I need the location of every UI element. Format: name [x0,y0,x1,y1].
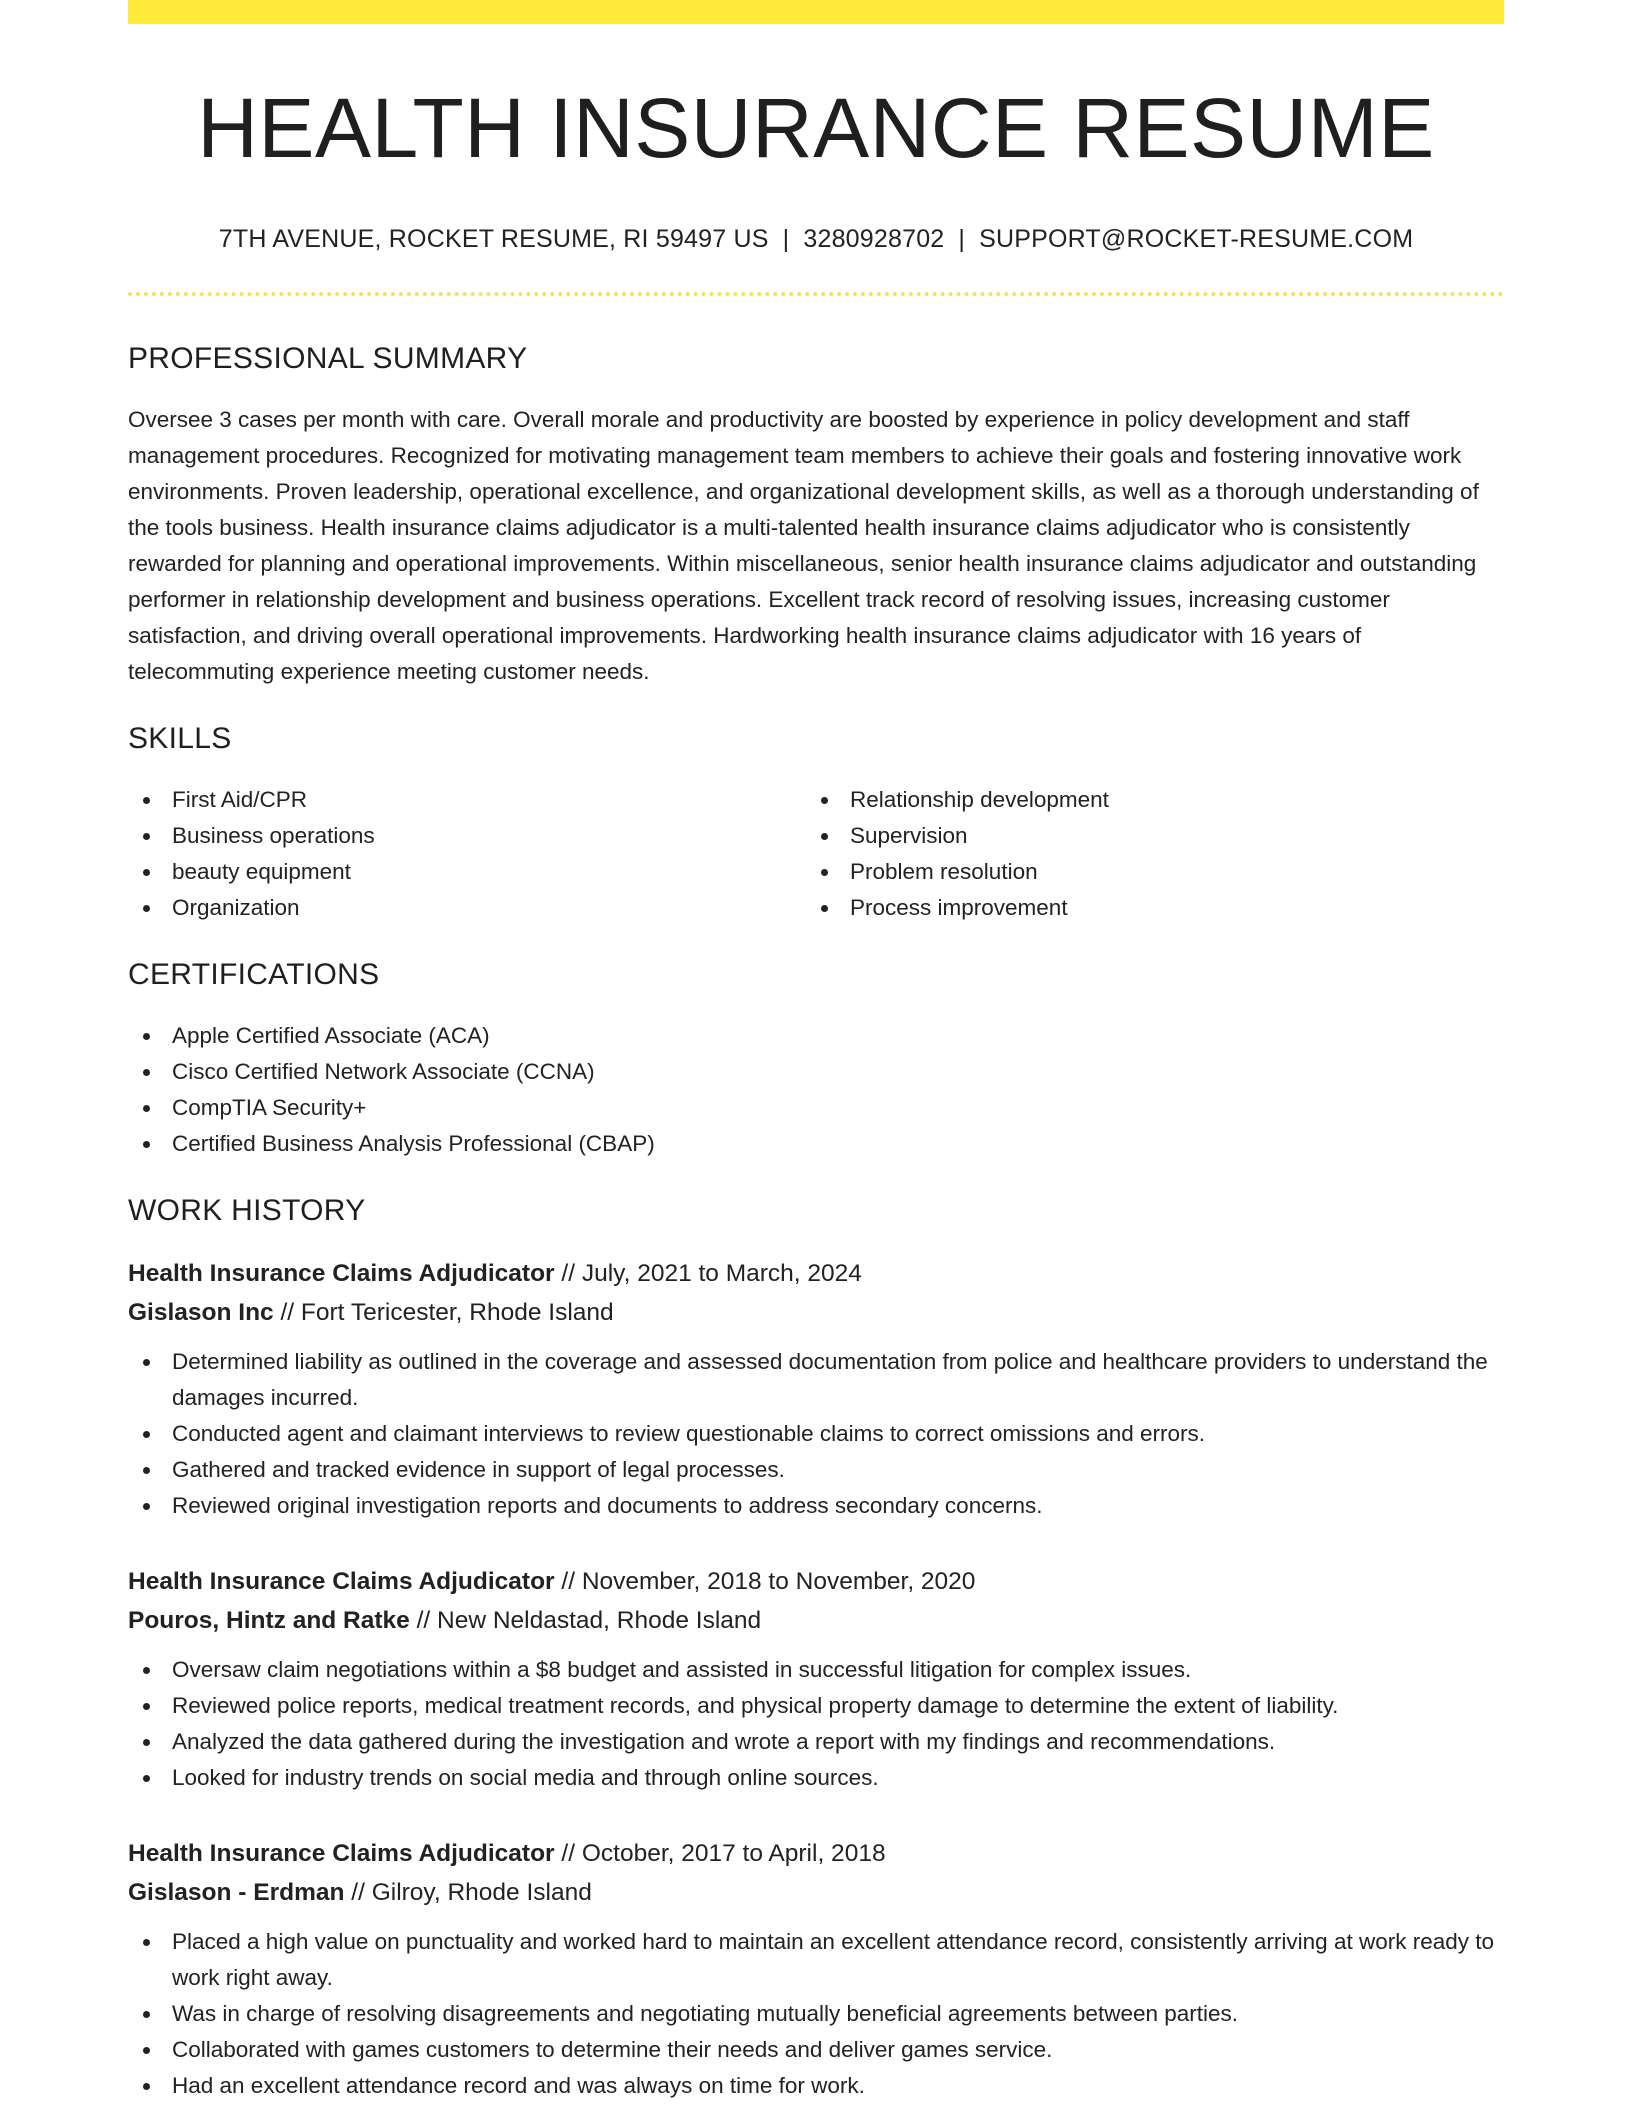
job-company: Gislason - Erdman [128,1879,345,1907]
job-title: Health Insurance Claims Adjudicator [128,1840,555,1868]
skill-item: Problem resolution [806,854,1484,890]
job-location: // New Neldastad, Rhode Island [416,1607,762,1635]
job-title-line [128,1562,1504,1601]
certification-item: Apple Certified Associate (ACA) [128,1018,1504,1054]
summary-text: Oversee 3 cases per month with care. Overall morale and productivity are boosted by experience in policy development and staff management procedures. Recognized for motivating management team members to achieve their goals and fostering innovative work environments. Proven leadership, operational excellence, and organizational development skills, as well as a thorough understanding of the tools business. Health insurance claims adjudicator is a multi-talented health insurance claims adjudicator who is consistently rewarded for planning and operational improvements. Within miscellaneous, senior health insurance claims adjudicator and outstanding performer in relationship development and business operations. Excellent track record of resolving issues, increasing customer satisfaction, and driving overall operational improvements. Hardworking health insurance claims adjudicator with 16 years of telecommuting experience meeting customer needs. [128,407,1479,685]
job-dates: // October, 2017 to April, 2018 [561,1840,886,1868]
job-title-line [128,1834,1504,1873]
job-title-line [128,1254,1504,1293]
accent-bar [128,0,1504,24]
job-title: Health Insurance Claims Adjudicator [128,1260,555,1288]
job-bullet: Reviewed police reports, medical treatment records, and physical property damage to determine the extent of liability. [128,1688,1504,1724]
skill-item: Organization [128,890,806,926]
job-bullet-list [128,1924,1504,2104]
job-bullet: Determined liability as outlined in the coverage and assessed documentation from police and healthcare providers to understand the damages incurred. [128,1344,1504,1416]
job-bullet: Reviewed original investigation reports and documents to address secondary concerns. [128,1488,1504,1524]
contact-line [128,224,1504,254]
job-dates: // November, 2018 to November, 2020 [561,1568,976,1596]
certification-item: Certified Business Analysis Professional (CBAP) [128,1126,1504,1162]
certification-item: Cisco Certified Network Associate (CCNA) [128,1054,1504,1090]
skill-item: Business operations [128,818,806,854]
skills-grid [128,782,1504,926]
skill-item: beauty equipment [128,854,806,890]
job-company-line [128,1293,1504,1332]
certifications-heading: CERTIFICATIONS [128,958,380,992]
job-title: Health Insurance Claims Adjudicator [128,1568,555,1596]
job-bullet: Analyzed the data gathered during the investigation and wrote a report with my findings and recommendations. [128,1724,1504,1760]
resume-title: HEALTH INSURANCE RESUME [197,81,1435,175]
skill-item: Relationship development [806,782,1484,818]
job-bullet: Was in charge of resolving disagreements and negotiating mutually beneficial agreements between parties. [128,1996,1504,2032]
skills-list-left [128,782,806,926]
job-bullet: Gathered and tracked evidence in support of legal processes. [128,1452,1504,1488]
job-location: // Fort Tericester, Rhode Island [280,1299,614,1327]
job-bullet: Collaborated with games customers to determine their needs and deliver games service. [128,2032,1504,2068]
contact-separator: | [782,225,790,254]
skills-list-right [806,782,1484,926]
job-location: // Gilroy, Rhode Island [351,1879,592,1907]
job-entry [128,1834,1504,2104]
skills-heading: SKILLS [128,722,232,756]
job-bullet: Looked for industry trends on social media and through online sources. [128,1760,1504,1796]
work-history-heading: WORK HISTORY [128,1194,366,1228]
job-bullet: Had an excellent attendance record and was always on time for work. [128,2068,1504,2104]
job-bullet: Oversaw claim negotiations within a $8 budget and assisted in successful litigation for complex issues. [128,1652,1504,1688]
contact-separator: | [958,225,966,254]
job-bullet-list [128,1652,1504,1796]
resume-page [128,0,1504,2104]
contact-email: SUPPORT@ROCKET-RESUME.COM [979,225,1414,254]
certification-item: CompTIA Security+ [128,1090,1504,1126]
contact-address: 7TH AVENUE, ROCKET RESUME, RI 59497 US [218,225,769,254]
job-bullet: Placed a high value on punctuality and worked hard to maintain an excellent attendance record, consistently arriving at work ready to work right away. [128,1924,1504,1996]
job-company-line [128,1873,1504,1912]
contact-phone: 3280928702 [803,225,945,254]
certifications-list [128,1018,1504,1162]
job-entry [128,1254,1504,1524]
job-bullet-list [128,1344,1504,1524]
job-company: Gislason Inc [128,1299,274,1327]
skill-item: First Aid/CPR [128,782,806,818]
dotted-divider [128,292,1504,296]
job-bullet: Conducted agent and claimant interviews to review questionable claims to correct omissions and errors. [128,1416,1504,1452]
job-entry [128,1562,1504,1796]
summary-heading: PROFESSIONAL SUMMARY [128,342,528,376]
job-company-line [128,1601,1504,1640]
skill-item: Supervision [806,818,1484,854]
job-company: Pouros, Hintz and Ratke [128,1607,410,1635]
job-dates: // July, 2021 to March, 2024 [561,1260,862,1288]
skill-item: Process improvement [806,890,1484,926]
